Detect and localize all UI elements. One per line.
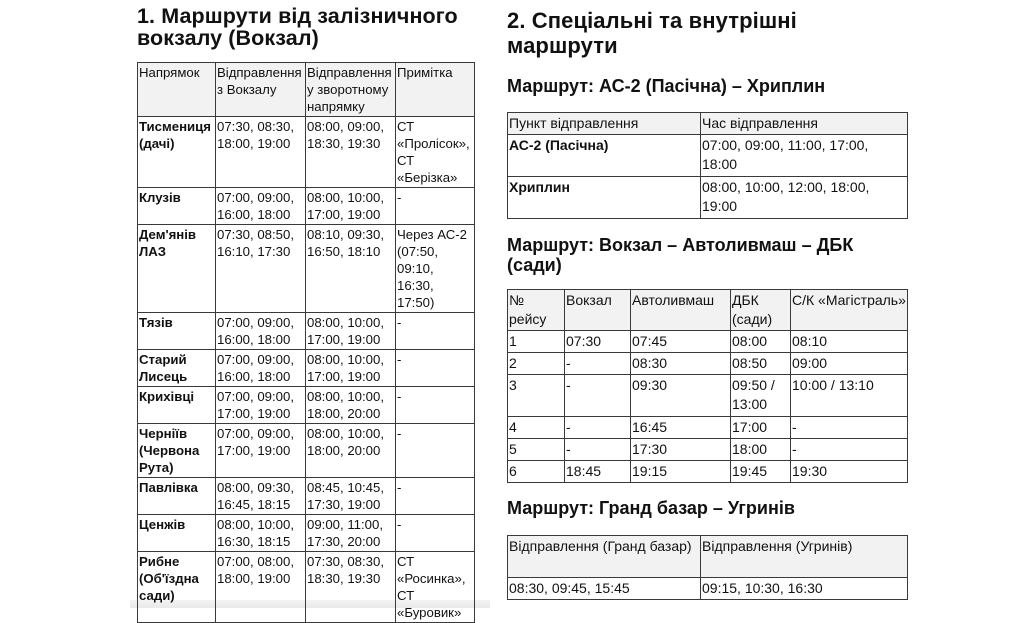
header-uhryniv: Відправлення (Угринів) (701, 536, 908, 578)
table-row (508, 417, 908, 439)
from-station-cell: 07:00, 09:00, 16:00, 18:00 (216, 188, 306, 225)
from-station-cell: 07:30, 08:30, 18:00, 19:00 (216, 117, 306, 188)
header-dbk: ДБК (сади) (731, 290, 791, 331)
avtolyvmash-cell: 09:30 (631, 375, 731, 417)
note-cell: - (396, 424, 475, 478)
note-cell: СТ «Пролісок», СТ «Берізка» (396, 117, 475, 188)
dbk-cell: 08:00 (731, 331, 791, 353)
point-cell: АС-2 (Пасічна) (508, 135, 701, 177)
return-cell: 07:30, 08:30, 18:30, 19:30 (306, 552, 396, 623)
header-point: Пункт відправлення (508, 113, 701, 135)
from-station-cell: 07:00, 09:00, 16:00, 18:00 (216, 350, 306, 387)
note-cell: - (396, 387, 475, 424)
avtolyvmash-cell: 17:30 (631, 439, 731, 461)
station-cell: 07:30 (565, 331, 631, 353)
table-header-row (508, 113, 908, 135)
header-avtolyvmash: Автоливмаш (631, 290, 731, 331)
trip-number-cell: 4 (508, 417, 565, 439)
avtolyvmash-cell: 16:45 (631, 417, 731, 439)
return-cell: 08:45, 10:45, 17:30, 19:00 (306, 478, 396, 515)
note-cell: СТ «Росинка», СТ «Буровик» (396, 552, 475, 623)
route-1-table (507, 112, 908, 219)
note-cell: - (396, 313, 475, 350)
dbk-cell: 19:45 (731, 461, 791, 483)
magistral-cell: - (791, 417, 908, 439)
note-cell: - (396, 188, 475, 225)
point-cell: Хриплин (508, 177, 701, 219)
route-2-title: Маршрут: Вокзал – Автоливмаш – ДБК (сади) (507, 235, 854, 275)
table-row (138, 387, 475, 424)
dbk-cell: 17:00 (731, 417, 791, 439)
return-cell: 08:00, 10:00, 17:00, 19:00 (306, 350, 396, 387)
route-2-table (507, 289, 908, 483)
from-station-cell: 07:00, 09:00, 17:00, 19:00 (216, 424, 306, 478)
return-cell: 09:00, 11:00, 17:30, 20:00 (306, 515, 396, 552)
header-note: Примітка (396, 63, 475, 117)
dbk-cell: 18:00 (731, 439, 791, 461)
table-row (508, 331, 908, 353)
magistral-cell: 09:00 (791, 353, 908, 375)
return-cell: 08:10, 09:30, 16:50, 18:10 (306, 225, 396, 313)
section-2-panel (507, 0, 909, 608)
table-header-row (508, 290, 908, 331)
grand-bazar-times-cell: 08:30, 09:45, 15:45 (508, 578, 701, 600)
direction-cell: Павлівка (138, 478, 216, 515)
header-direction: Напрямок (138, 63, 216, 117)
table-row (138, 515, 475, 552)
avtolyvmash-cell: 07:45 (631, 331, 731, 353)
avtolyvmash-cell: 08:30 (631, 353, 731, 375)
table-row (508, 578, 908, 600)
table-row (508, 439, 908, 461)
table-row (138, 117, 475, 188)
dbk-cell: 09:50 / 13:00 (731, 375, 791, 417)
direction-cell: Рибне (Об'їздна сади) (138, 552, 216, 623)
header-from-station: Відправлення з Вокзалу (216, 63, 306, 117)
table-row (508, 461, 908, 483)
from-station-cell: 07:00, 09:00, 17:00, 19:00 (216, 387, 306, 424)
station-cell: 18:45 (565, 461, 631, 483)
header-grand-bazar: Відправлення (Гранд базар) (508, 536, 701, 578)
table-header-row (508, 536, 908, 578)
from-station-cell: 08:00, 10:00, 16:30, 18:15 (216, 515, 306, 552)
times-cell: 08:00, 10:00, 12:00, 18:00, 19:00 (701, 177, 908, 219)
from-station-cell: 07:00, 08:00, 18:00, 19:00 (216, 552, 306, 623)
table-row (138, 350, 475, 387)
header-magistral: С/К «Магістраль» (791, 290, 908, 331)
dbk-cell: 08:50 (731, 353, 791, 375)
from-station-cell: 08:00, 09:30, 16:45, 18:15 (216, 478, 306, 515)
trip-number-cell: 5 (508, 439, 565, 461)
direction-cell: Черніїв (Червона Рута) (138, 424, 216, 478)
trip-number-cell: 2 (508, 353, 565, 375)
trip-number-cell: 3 (508, 375, 565, 417)
header-time: Час відправлення (701, 113, 908, 135)
return-cell: 08:00, 10:00, 18:00, 20:00 (306, 387, 396, 424)
avtolyvmash-cell: 19:15 (631, 461, 731, 483)
table-row (138, 225, 475, 313)
return-cell: 08:00, 10:00, 17:00, 19:00 (306, 313, 396, 350)
section-1-panel (137, 0, 475, 620)
direction-cell: Дем'янів ЛАЗ (138, 225, 216, 313)
magistral-cell: 10:00 / 13:10 (791, 375, 908, 417)
station-cell: - (565, 439, 631, 461)
station-cell: - (565, 375, 631, 417)
return-cell: 08:00, 09:00, 18:30, 19:30 (306, 117, 396, 188)
direction-cell: Старий Лисець (138, 350, 216, 387)
table-row (508, 135, 908, 177)
note-cell: - (396, 478, 475, 515)
header-trip-number: № рейсу (508, 290, 565, 331)
route-1-title: Маршрут: АС-2 (Пасічна) – Хриплин (507, 76, 826, 96)
direction-cell: Тязів (138, 313, 216, 350)
return-cell: 08:00, 10:00, 17:00, 19:00 (306, 188, 396, 225)
header-return: Відправлення у зворотному напрямку (306, 63, 396, 117)
uhryniv-times-cell: 09:15, 10:30, 16:30 (701, 578, 908, 600)
trip-number-cell: 6 (508, 461, 565, 483)
direction-cell: Крихівці (138, 387, 216, 424)
table-row (138, 478, 475, 515)
trip-number-cell: 1 (508, 331, 565, 353)
route-3-table (507, 535, 908, 600)
section-2-title: 2. Спеціальні та внутрішні маршрути (507, 8, 797, 58)
station-routes-table (137, 62, 475, 623)
return-cell: 08:00, 10:00, 18:00, 20:00 (306, 424, 396, 478)
direction-cell: Тисмениця (дачі) (138, 117, 216, 188)
table-row (138, 552, 475, 623)
route-3-title: Маршрут: Гранд базар – Угринів (507, 498, 795, 518)
times-cell: 07:00, 09:00, 11:00, 17:00, 18:00 (701, 135, 908, 177)
direction-cell: Клузів (138, 188, 216, 225)
station-cell: - (565, 417, 631, 439)
note-cell: Через АС-2 (07:50, 09:10, 16:30, 17:50) (396, 225, 475, 313)
direction-cell: Ценжів (138, 515, 216, 552)
note-cell: - (396, 350, 475, 387)
header-station: Вокзал (565, 290, 631, 331)
from-station-cell: 07:30, 08:50, 16:10, 17:30 (216, 225, 306, 313)
from-station-cell: 07:00, 09:00, 16:00, 18:00 (216, 313, 306, 350)
table-header-row (138, 63, 475, 117)
table-row (138, 188, 475, 225)
note-cell: - (396, 515, 475, 552)
section-1-title: 1. Маршрути від залізничного вокзалу (Вокзал) (137, 4, 458, 50)
station-cell: - (565, 353, 631, 375)
magistral-cell: - (791, 439, 908, 461)
magistral-cell: 08:10 (791, 331, 908, 353)
table-row (508, 353, 908, 375)
table-row (508, 177, 908, 219)
table-row (138, 313, 475, 350)
magistral-cell: 19:30 (791, 461, 908, 483)
table-row (138, 424, 475, 478)
table-row (508, 375, 908, 417)
